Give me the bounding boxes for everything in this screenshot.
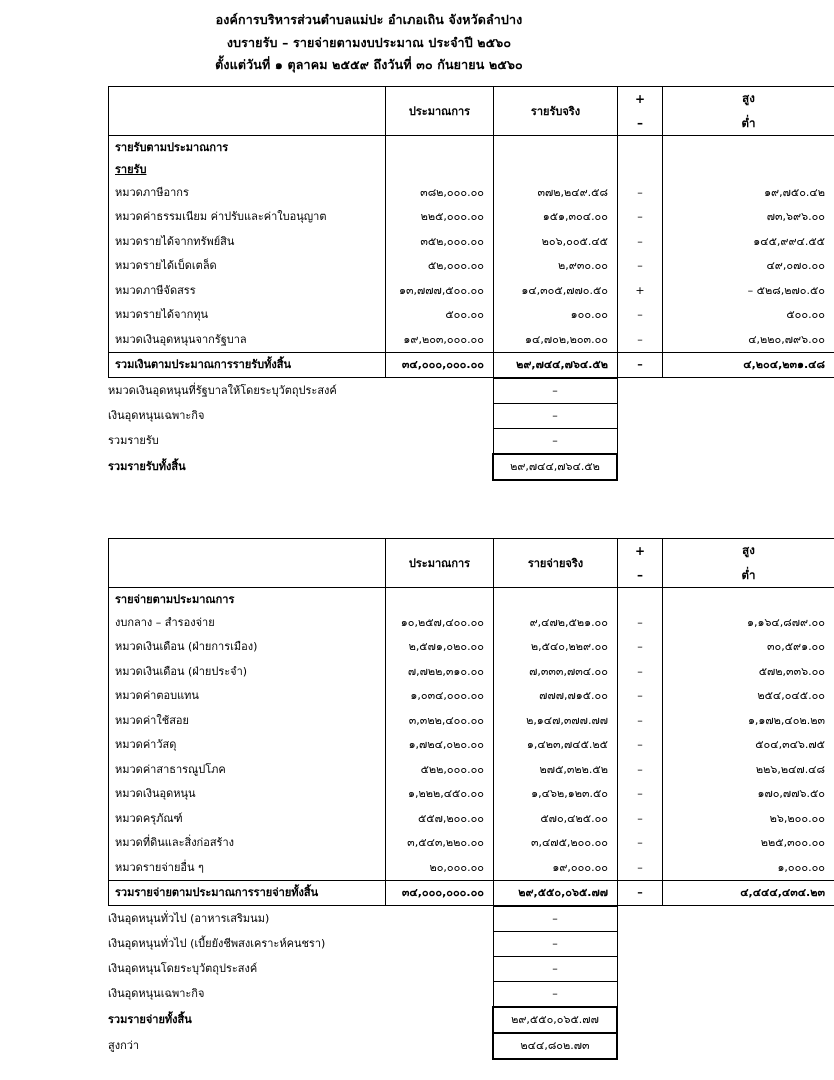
row-label: หมวดเงินอุดหนุน — [109, 782, 386, 807]
expenses-total-sign: – — [618, 880, 663, 905]
table-row — [109, 733, 834, 758]
row-sign: – — [618, 733, 663, 758]
row-actual: ๗,๓๓๓,๗๓๔.๐๐ — [494, 659, 618, 684]
row-actual: ๑๐๐.๐๐ — [494, 303, 618, 328]
row-budget: ๓,๓๒๒,๔๐๐.๐๐ — [386, 708, 494, 733]
receipts-subheading-cell — [109, 158, 386, 180]
trailing-row-value: – — [493, 403, 617, 428]
row-difference: ๑,๐๐๐.๐๐ — [663, 855, 834, 880]
row-sign: – — [618, 782, 663, 807]
sign-plus-symbol: + — [634, 544, 646, 558]
document-heading — [0, 14, 834, 72]
expenses-trailing-body — [108, 906, 834, 1059]
trailing-row-budget-blank — [385, 454, 493, 480]
trailing-row-sign-blank — [617, 378, 662, 403]
trailing-row-budget-blank — [385, 931, 493, 956]
row-difference: ๑,๑๖๔,๘๗๙.๐๐ — [663, 610, 834, 635]
trailing-row-label: รวมรายรับทั้งสิ้น — [108, 460, 186, 473]
trailing-row-sign-blank — [617, 931, 662, 956]
trailing-row-budget-blank — [385, 1033, 493, 1059]
expenses-table — [108, 538, 834, 906]
row-budget: ๑๙,๒๐๓,๐๐๐.๐๐ — [386, 327, 494, 352]
trailing-row-value: – — [493, 378, 617, 403]
row-actual: ๒,๙๓๐.๐๐ — [494, 254, 618, 279]
list-item — [108, 1033, 834, 1059]
table-row — [109, 180, 834, 205]
row-budget: ๕๒๒,๐๐๐.๐๐ — [386, 757, 494, 782]
trailing-row-budget-blank — [385, 906, 493, 931]
expenses-header-actual: รายจ่ายจริง — [494, 539, 618, 588]
row-budget: ๒,๕๗๑,๐๒๐.๐๐ — [386, 635, 494, 660]
row-sign: – — [618, 831, 663, 856]
expenses-total-actual: ๒๙,๕๕๐,๐๖๕.๗๗ — [494, 880, 618, 905]
row-label: หมวดภาษีอากร — [109, 180, 386, 205]
row-actual: ๙,๔๗๒,๕๒๑.๐๐ — [494, 610, 618, 635]
row-actual: ๑๕๑,๓๐๔.๐๐ — [494, 205, 618, 230]
row-actual: ๒๐๖,๐๐๕.๔๕ — [494, 229, 618, 254]
row-sign: – — [618, 659, 663, 684]
trailing-row-label: เงินอุดหนุนโดยระบุวัตถุประสงค์ — [108, 962, 258, 975]
row-label: หมวดค่าใช้สอย — [109, 708, 386, 733]
expenses-total-budget: ๓๔,๐๐๐,๐๐๐.๐๐ — [386, 880, 494, 905]
row-difference: ๔,๒๒๐,๗๙๖.๐๐ — [663, 327, 834, 352]
trailing-row-label: เงินอุดหนุนทั่วไป (เบี้ยยังชีพสงเคราะห์คนชรา) — [108, 937, 326, 950]
trailing-row-value: ๒๔๔,๘๐๒.๗๓ — [493, 1033, 617, 1059]
row-difference: ๒๕๔,๐๔๕.๐๐ — [663, 684, 834, 709]
receipts-section-budget-blank — [386, 136, 494, 159]
receipts-header-row — [109, 87, 834, 136]
trailing-row-sign-blank — [617, 454, 662, 480]
expenses-header-sign — [618, 539, 663, 588]
row-label: หมวดรายได้เบ็ดเตล็ด — [109, 254, 386, 279]
list-item — [108, 454, 834, 480]
row-difference: ๕๗๒,๓๓๖.๐๐ — [663, 659, 834, 684]
expenses-trailing-table — [108, 906, 834, 1060]
row-sign: – — [618, 327, 663, 352]
receipts-section-sign-blank — [618, 136, 663, 159]
row-difference: ๗๓,๖๙๖.๐๐ — [663, 205, 834, 230]
row-difference: ๑๙,๗๕๐.๔๒ — [663, 180, 834, 205]
row-actual: ๑๙,๐๐๐.๐๐ — [494, 855, 618, 880]
receipts-total-sign: – — [618, 352, 663, 377]
row-budget: ๕๐๐.๐๐ — [386, 303, 494, 328]
row-budget: ๓,๕๔๓,๒๒๐.๐๐ — [386, 831, 494, 856]
row-budget: ๑,๗๒๔,๐๒๐.๐๐ — [386, 733, 494, 758]
expenses-section-sign-blank — [618, 588, 663, 611]
difference-low-label: ต่ำ — [741, 115, 756, 130]
row-sign: – — [618, 180, 663, 205]
difference-low-label: ต่ำ — [741, 567, 756, 582]
row-budget: ๓๘๒,๐๐๐.๐๐ — [386, 180, 494, 205]
trailing-row-budget-blank — [385, 1007, 493, 1033]
list-item — [108, 981, 834, 1007]
row-label: หมวดภาษีจัดสรร — [109, 278, 386, 303]
row-sign: – — [618, 205, 663, 230]
trailing-row-sign-blank — [617, 956, 662, 981]
receipts-section-title-row — [109, 136, 834, 159]
trailing-row-sign-blank — [617, 1007, 662, 1033]
row-actual: ๑๔,๓๐๕,๗๗๐.๕๐ — [494, 278, 618, 303]
expenses-section — [108, 538, 834, 1060]
row-actual: ๑๔,๗๐๒,๒๐๓.๐๐ — [494, 327, 618, 352]
row-difference: – ๕๒๘,๒๗๐.๕๐ — [663, 278, 834, 303]
expenses-section-diff-blank — [663, 588, 834, 611]
row-sign: – — [618, 635, 663, 660]
trailing-row-diff-blank — [662, 931, 834, 956]
row-difference: ๕๐๐.๐๐ — [663, 303, 834, 328]
expenses-total-label: รวมรายจ่ายตามประมาณการรายจ่ายทั้งสิ้น — [109, 880, 386, 905]
row-budget: ๑๐,๒๕๗,๔๐๐.๐๐ — [386, 610, 494, 635]
row-actual: ๒,๑๔๗,๓๗๗.๗๗ — [494, 708, 618, 733]
row-actual: ๕๗๐,๔๒๕.๐๐ — [494, 806, 618, 831]
row-difference: ๕๐๔,๓๔๖.๗๕ — [663, 733, 834, 758]
trailing-row-budget-blank — [385, 956, 493, 981]
table-row — [109, 254, 834, 279]
row-label: หมวดค่าตอบแทน — [109, 684, 386, 709]
receipts-total-budget: ๓๔,๐๐๐,๐๐๐.๐๐ — [386, 352, 494, 377]
row-budget: ๒๐,๐๐๐.๐๐ — [386, 855, 494, 880]
row-sign: – — [618, 229, 663, 254]
receipts-header-difference — [663, 87, 834, 136]
table-row — [109, 831, 834, 856]
trailing-row-sign-blank — [617, 906, 662, 931]
trailing-row-label: หมวดเงินอุดหนุนที่รัฐบาลให้โดยระบุวัตถุประสงค์ — [108, 384, 337, 397]
receipts-total-actual: ๒๙,๗๔๔,๗๖๔.๕๒ — [494, 352, 618, 377]
sign-minus-symbol: – — [637, 568, 643, 582]
receipts-section — [108, 86, 834, 481]
table-row — [109, 229, 834, 254]
expenses-section-title: รายจ่ายตามประมาณการ — [109, 588, 386, 611]
receipts-total-row — [109, 352, 834, 377]
trailing-row-budget-blank — [385, 428, 493, 454]
expenses-total-row — [109, 880, 834, 905]
row-difference: ๒๒๖,๒๔๗.๔๘ — [663, 757, 834, 782]
row-label: หมวดรายได้จากทรัพย์สิน — [109, 229, 386, 254]
table-row — [109, 708, 834, 733]
row-difference: ๒๒๕,๓๐๐.๐๐ — [663, 831, 834, 856]
trailing-row-sign-blank — [617, 403, 662, 428]
trailing-row-diff-blank — [662, 906, 834, 931]
list-item — [108, 956, 834, 981]
trailing-row-value: – — [493, 931, 617, 956]
row-actual: ๑,๔๒๓,๗๔๕.๒๕ — [494, 733, 618, 758]
sign-minus-symbol: – — [637, 116, 643, 130]
row-actual: ๑,๔๖๒,๑๒๓.๕๐ — [494, 782, 618, 807]
trailing-row-sign-blank — [617, 981, 662, 1007]
trailing-row-diff-blank — [662, 454, 834, 480]
list-item — [108, 428, 834, 454]
row-sign: – — [618, 855, 663, 880]
row-budget: ๒๒๕,๐๐๐.๐๐ — [386, 205, 494, 230]
row-budget: ๑,๐๓๔,๐๐๐.๐๐ — [386, 684, 494, 709]
trailing-row-value: – — [493, 981, 617, 1007]
expenses-section-title-row — [109, 588, 834, 611]
list-item — [108, 906, 834, 931]
trailing-row-diff-blank — [662, 1007, 834, 1033]
trailing-row-value: ๒๙,๗๔๔,๗๖๔.๕๒ — [493, 454, 617, 480]
row-difference: ๑๗๐,๗๗๖.๕๐ — [663, 782, 834, 807]
trailing-row-label: สูงกว่า — [108, 1039, 140, 1052]
row-difference: ๔๙,๐๗๐.๐๐ — [663, 254, 834, 279]
row-budget: ๕๕๗,๒๐๐.๐๐ — [386, 806, 494, 831]
trailing-row-diff-blank — [662, 403, 834, 428]
trailing-row-label: รวมรายรับ — [108, 434, 159, 448]
receipts-header-budget: ประมาณการ — [386, 87, 494, 136]
expenses-header-difference — [663, 539, 834, 588]
difference-high-label: สูง — [742, 91, 755, 105]
row-actual: ๗๗๗,๗๑๕.๐๐ — [494, 684, 618, 709]
table-row — [109, 855, 834, 880]
trailing-row-value: ๒๙,๕๕๐,๐๖๕.๗๗ — [493, 1007, 617, 1033]
table-row — [109, 757, 834, 782]
receipts-subheading-sign-blank — [618, 158, 663, 180]
trailing-row-diff-blank — [662, 428, 834, 454]
row-budget: ๕๒,๐๐๐.๐๐ — [386, 254, 494, 279]
row-label: งบกลาง – สำรองจ่าย — [109, 610, 386, 635]
list-item — [108, 931, 834, 956]
receipts-subheading-row — [109, 158, 834, 180]
receipts-subheading: รายรับ — [115, 162, 147, 176]
trailing-row-budget-blank — [385, 378, 493, 403]
trailing-row-value: – — [493, 428, 617, 454]
list-item — [108, 378, 834, 403]
row-label: หมวดเงินเดือน (ฝ่ายประจำ) — [109, 659, 386, 684]
row-difference: ๑๔๕,๙๙๔.๕๕ — [663, 229, 834, 254]
row-sign: + — [618, 278, 663, 303]
row-actual: ๓๗๒,๒๔๙.๕๘ — [494, 180, 618, 205]
trailing-row-diff-blank — [662, 981, 834, 1007]
row-sign: – — [618, 757, 663, 782]
row-budget: ๑,๒๒๒,๔๕๐.๐๐ — [386, 782, 494, 807]
table-row — [109, 782, 834, 807]
trailing-row-budget-blank — [385, 981, 493, 1007]
trailing-row-sign-blank — [617, 428, 662, 454]
table-row — [109, 806, 834, 831]
heading-line-period: ตั้งแต่วันที่ ๑ ตุลาคม ๒๕๕๙ ถึงวันที่ ๓๐ กันยายน ๒๕๖๐ — [215, 57, 523, 72]
row-budget: ๑๓,๗๗๗,๕๐๐.๐๐ — [386, 278, 494, 303]
row-label: หมวดเงินอุดหนุนจากรัฐบาล — [109, 327, 386, 352]
row-sign: – — [618, 610, 663, 635]
row-label: หมวดค่าสาธารณูปโภค — [109, 757, 386, 782]
receipts-total-difference: ๔,๒๐๔,๒๓๑.๔๘ — [663, 352, 834, 377]
trailing-row-budget-blank — [385, 403, 493, 428]
row-sign: – — [618, 684, 663, 709]
receipts-total-label: รวมเงินตามประมาณการรายรับทั้งสิ้น — [109, 352, 386, 377]
trailing-row-label: เงินอุดหนุนเฉพาะกิจ — [108, 987, 205, 1001]
sign-plus-symbol: + — [634, 92, 646, 106]
receipts-section-title: รายรับตามประมาณการ — [109, 136, 386, 159]
row-label: หมวดค่าธรรมเนียม ค่าปรับและค่าใบอนุญาต — [109, 205, 386, 230]
trailing-row-value: – — [493, 906, 617, 931]
table-row — [109, 635, 834, 660]
expenses-header-budget: ประมาณการ — [386, 539, 494, 588]
table-row — [109, 205, 834, 230]
receipts-trailing-body — [108, 378, 834, 480]
row-label: หมวดรายจ่ายอื่น ๆ — [109, 855, 386, 880]
receipts-header-label — [109, 87, 386, 136]
table-row — [109, 684, 834, 709]
expenses-total-difference: ๔,๔๔๔,๔๓๔.๒๓ — [663, 880, 834, 905]
row-label: หมวดครุภัณฑ์ — [109, 806, 386, 831]
list-item — [108, 1007, 834, 1033]
row-difference: ๓๐,๕๙๑.๐๐ — [663, 635, 834, 660]
expenses-header-label — [109, 539, 386, 588]
table-row — [109, 610, 834, 635]
difference-high-label: สูง — [742, 543, 755, 557]
row-sign: – — [618, 708, 663, 733]
trailing-row-diff-blank — [662, 378, 834, 403]
list-item — [108, 403, 834, 428]
receipts-header-sign — [618, 87, 663, 136]
receipts-table — [108, 86, 834, 378]
receipts-subheading-actual-blank — [494, 158, 618, 180]
expenses-header-row — [109, 539, 834, 588]
row-actual: ๓,๔๗๕,๒๐๐.๐๐ — [494, 831, 618, 856]
row-sign: – — [618, 806, 663, 831]
row-actual: ๒,๕๔๐,๒๒๙.๐๐ — [494, 635, 618, 660]
receipts-section-actual-blank — [494, 136, 618, 159]
receipts-subheading-budget-blank — [386, 158, 494, 180]
row-label: หมวดที่ดินและสิ่งก่อสร้าง — [109, 831, 386, 856]
trailing-row-label: รวมรายจ่ายทั้งสิ้น — [108, 1013, 192, 1026]
expenses-section-actual-blank — [494, 588, 618, 611]
table-row — [109, 659, 834, 684]
row-sign: – — [618, 254, 663, 279]
trailing-row-label: เงินอุดหนุนทั่วไป (อาหารเสริมนม) — [108, 912, 270, 925]
trailing-row-diff-blank — [662, 1033, 834, 1059]
table-row — [109, 327, 834, 352]
row-label: หมวดรายได้จากทุน — [109, 303, 386, 328]
trailing-row-label: เงินอุดหนุนเฉพาะกิจ — [108, 409, 205, 422]
table-row — [109, 303, 834, 328]
trailing-row-diff-blank — [662, 956, 834, 981]
trailing-row-sign-blank — [617, 1033, 662, 1059]
heading-line-report-title: งบรายรับ – รายจ่ายตามงบประมาณ ประจำปี ๒๕๖๐ — [226, 34, 512, 50]
trailing-row-value: – — [493, 956, 617, 981]
row-label: หมวดเงินเดือน (ฝ่ายการเมือง) — [109, 635, 386, 660]
receipts-subheading-diff-blank — [663, 158, 834, 180]
row-budget: ๓๕๒,๐๐๐.๐๐ — [386, 229, 494, 254]
heading-line-organization: องค์การบริหารส่วนตำบลแม่ปะ อำเภอเถิน จังหวัดลำปาง — [215, 12, 523, 27]
receipts-trailing-table — [108, 378, 834, 481]
expenses-section-budget-blank — [386, 588, 494, 611]
table-row — [109, 278, 834, 303]
row-actual: ๒๗๕,๓๒๒.๕๒ — [494, 757, 618, 782]
row-difference: ๑,๑๗๒,๔๐๒.๒๓ — [663, 708, 834, 733]
receipts-header-actual: รายรับจริง — [494, 87, 618, 136]
row-difference: ๒๖,๒๐๐.๐๐ — [663, 806, 834, 831]
row-label: หมวดค่าวัสดุ — [109, 733, 386, 758]
row-budget: ๗,๗๒๒,๓๑๐.๐๐ — [386, 659, 494, 684]
row-sign: – — [618, 303, 663, 328]
receipts-section-diff-blank — [663, 136, 834, 159]
